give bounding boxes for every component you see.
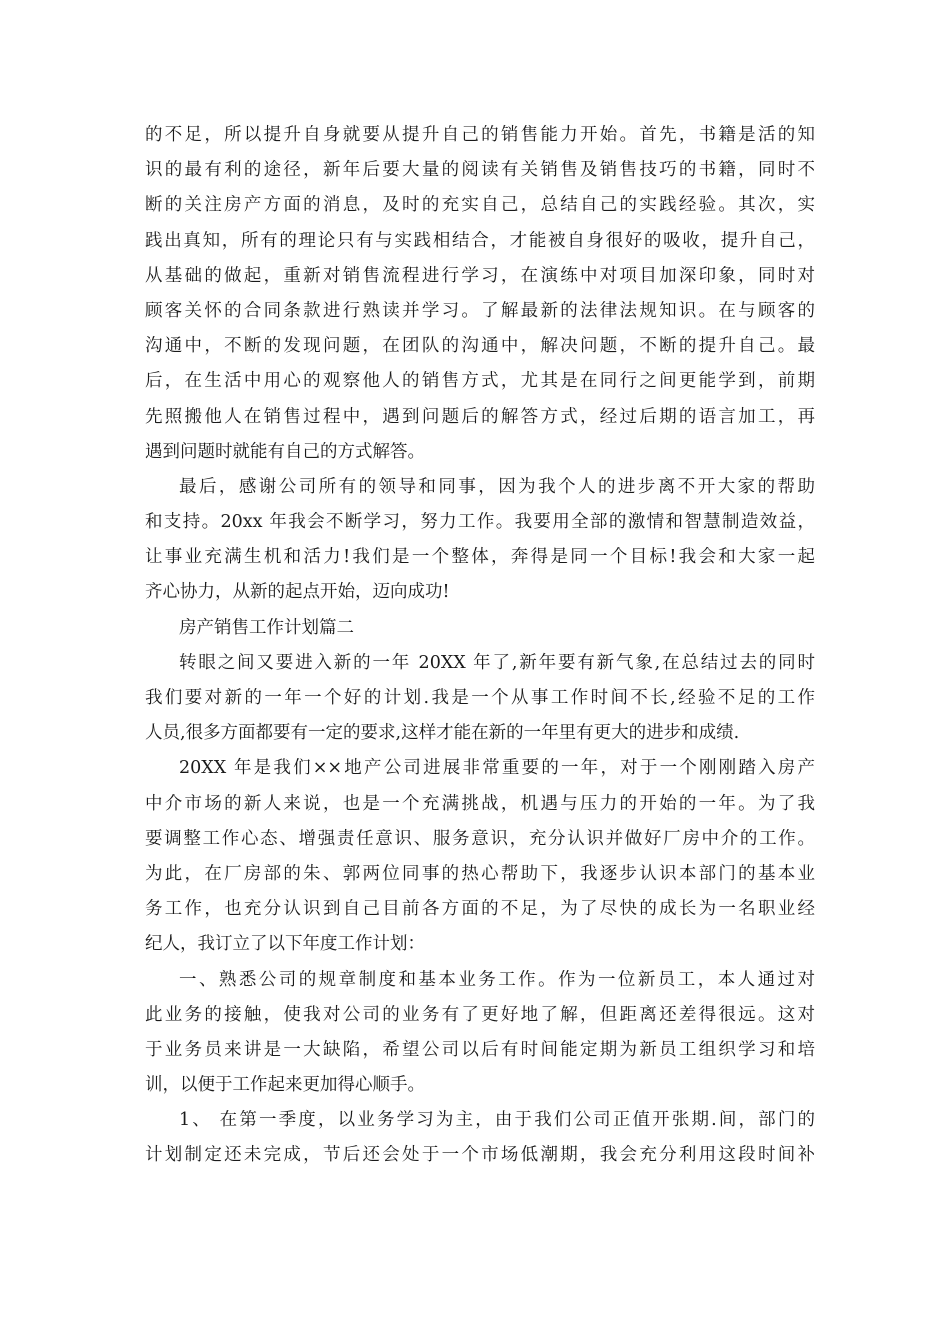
text-line: 此业务的接触，使我对公司的业务有了更好地了解，但距离还差得很远。这对	[145, 1004, 815, 1025]
text-line: 让事业充满生机和活力!我们是一个整体，奔得是同一个目标!我会和大家一起	[145, 547, 815, 568]
paragraph	[145, 646, 815, 752]
text-line: 沟通中，不断的发现问题，在团队的沟通中，解决问题，不断的提升自己。最	[145, 336, 815, 357]
text-line: 的不足，所以提升自身就要从提升自己的销售能力开始。首先，书籍是活的知	[145, 125, 815, 145]
paragraph	[145, 751, 815, 962]
text-line: 务工作，也充分认识到自己目前各方面的不足，为了尽快的成长为一名职业经	[145, 899, 815, 920]
text-line: 识的最有利的途径，新年后要大量的阅读有关销售及销售技巧的书籍，同时不	[145, 160, 815, 181]
paragraph	[145, 1103, 815, 1173]
text-line: 我们要对新的一年一个好的计划.我是一个从事工作时间不长,经验不足的工作	[145, 688, 815, 708]
text-line: 为此，在厂房部的朱、郭两位同事的热心帮助下，我逐步认识本部门的基本业	[145, 863, 815, 884]
paragraph	[145, 611, 815, 646]
paragraph	[145, 470, 815, 611]
text-line: 1、 在第一季度，以业务学习为主，由于我们公司正值开张期.间，部门的	[179, 1110, 815, 1131]
text-line: 先照搬他人在销售过程中，遇到问题后的解答方式，经过后期的语言加工，再	[145, 406, 815, 427]
text-line: 遇到问题时就能有自己的方式解答。	[145, 441, 425, 462]
text-line: 转眼之间又要进入新的一年 20XX 年了,新年要有新气象,在总结过去的同时	[179, 652, 815, 673]
document-body	[145, 118, 815, 1174]
text-line: 20XX 年是我们××地产公司进展非常重要的一年，对于一个刚刚踏入房产	[179, 758, 815, 779]
text-line: 中介市场的新人来说，也是一个充满挑战，机遇与压力的开始的一年。为了我	[145, 793, 815, 814]
text-line: 于业务员来讲是一大缺陷，希望公司以后有时间能定期为新员工组织学习和培	[145, 1039, 815, 1060]
text-line: 践出真知，所有的理论只有与实践相结合，才能被自身很好的吸收，提升自己，	[145, 230, 815, 251]
text-line: 后，在生活中用心的观察他人的销售方式，尤其是在同行之间更能学到，前期	[145, 371, 815, 392]
text-line: 顾客关怀的合同条款进行熟读并学习。了解最新的法律法规知识。在与顾客的	[145, 300, 815, 321]
text-line: 齐心协力，从新的起点开始，迈向成功!	[145, 582, 450, 603]
text-line: 房产销售工作计划篇二	[179, 617, 354, 638]
text-line: 最后，感谢公司所有的领导和同事，因为我个人的进步离不开大家的帮助	[179, 476, 815, 497]
text-line: 计划制定还未完成，节后还会处于一个市场低潮期，我会充分利用这段时间补	[145, 1145, 815, 1166]
text-line: 断的关注房产方面的消息，及时的充实自己，总结自己的实践经验。其次，实	[145, 195, 815, 216]
text-line: 和支持。20xx 年我会不断学习，努力工作。我要用全部的激情和智慧制造效益，	[145, 512, 815, 533]
text-line: 纪人，我订立了以下年度工作计划：	[145, 934, 425, 955]
text-line: 一、熟悉公司的规章制度和基本业务工作。作为一位新员工，本人通过对	[179, 969, 815, 990]
text-line: 人员,很多方面都要有一定的要求,这样才能在新的一年里有更大的进步和成绩.	[145, 723, 740, 744]
text-line: 要调整工作心态、增强责任意识、服务意识，充分认识并做好厂房中介的工作。	[145, 828, 815, 849]
paragraph	[145, 963, 815, 1104]
text-line: 训，以便于工作起来更加得心顺手。	[145, 1075, 425, 1096]
text-line: 从基础的做起，重新对销售流程进行学习，在演练中对项目加深印象，同时对	[145, 265, 815, 286]
paragraph	[145, 118, 815, 470]
